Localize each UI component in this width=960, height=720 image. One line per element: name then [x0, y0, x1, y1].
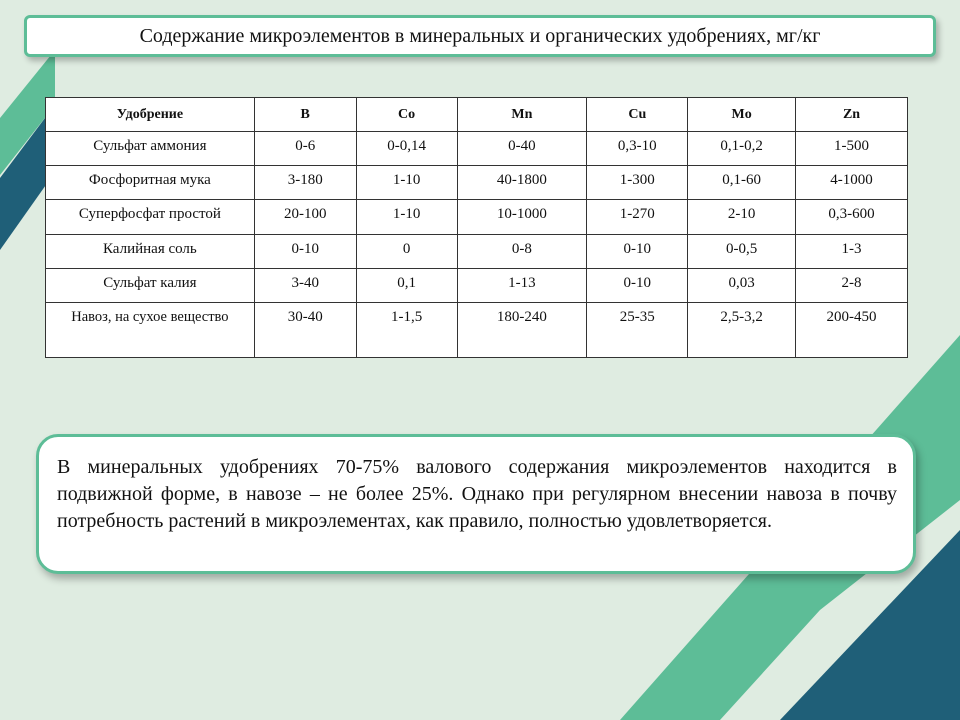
table-cell: 1-13	[457, 268, 587, 302]
table-cell: 0-10	[254, 234, 356, 268]
table-cell: 25-35	[587, 302, 688, 357]
table-cell: 180-240	[457, 302, 587, 357]
table-cell: 0,3-600	[796, 200, 908, 234]
table-cell: 0-6	[254, 132, 356, 166]
table-cell: 0,03	[688, 268, 796, 302]
table-cell: 30-40	[254, 302, 356, 357]
table-cell: 1-270	[587, 200, 688, 234]
table-cell: 2-10	[688, 200, 796, 234]
header-cell: Zn	[796, 98, 908, 132]
header-cell: Mo	[688, 98, 796, 132]
table-cell: 0-40	[457, 132, 587, 166]
table-cell: 2,5-3,2	[688, 302, 796, 357]
table-row	[46, 166, 908, 200]
table-cell: 1-1,5	[356, 302, 457, 357]
table-row	[46, 302, 908, 357]
microelements-table	[45, 97, 908, 358]
fertilizer-name: Сульфат калия	[46, 268, 255, 302]
table-cell: 4-1000	[796, 166, 908, 200]
table-cell: 0,1	[356, 268, 457, 302]
fertilizer-name: Калийная соль	[46, 234, 255, 268]
fertilizer-name: Фосфоритная мука	[46, 166, 255, 200]
table-cell: 40-1800	[457, 166, 587, 200]
table-cell: 0-8	[457, 234, 587, 268]
header-cell: B	[254, 98, 356, 132]
table-cell: 0-10	[587, 234, 688, 268]
table-cell: 1-10	[356, 200, 457, 234]
header-cell: Удобрение	[46, 98, 255, 132]
fertilizer-name: Навоз, на сухое вещество	[46, 302, 255, 357]
table-cell: 0-10	[587, 268, 688, 302]
table-cell: 20-100	[254, 200, 356, 234]
table-cell: 0,1-60	[688, 166, 796, 200]
table-row	[46, 268, 908, 302]
table-cell: 0-0,14	[356, 132, 457, 166]
table-cell: 3-180	[254, 166, 356, 200]
table-cell: 0-0,5	[688, 234, 796, 268]
header-cell: Co	[356, 98, 457, 132]
table-cell: 2-8	[796, 268, 908, 302]
table-cell: 1-10	[356, 166, 457, 200]
table-cell: 0,1-0,2	[688, 132, 796, 166]
table-row	[46, 132, 908, 166]
table-cell: 0,3-10	[587, 132, 688, 166]
table-cell: 10-1000	[457, 200, 587, 234]
table-row	[46, 234, 908, 268]
table-cell: 0	[356, 234, 457, 268]
table-header-row	[46, 98, 908, 132]
table-cell: 1-3	[796, 234, 908, 268]
summary-note: В минеральных удобрениях 70-75% валового содержания микроэлементов находится в подвижной форме, в навозе – не более 25%. Однако при регулярном внесении навоза в почву потребность растений в микроэлементах, как правило, полностью удовлетворяется.	[36, 434, 916, 574]
header-cell: Mn	[457, 98, 587, 132]
table-cell: 1-500	[796, 132, 908, 166]
table-cell: 1-300	[587, 166, 688, 200]
fertilizer-name: Сульфат аммония	[46, 132, 255, 166]
fertilizer-name: Суперфосфат простой	[46, 200, 255, 234]
table-row	[46, 200, 908, 234]
header-cell: Cu	[587, 98, 688, 132]
slide-title: Содержание микроэлементов в минеральных и органических удобрениях, мг/кг	[24, 15, 936, 57]
table-cell: 200-450	[796, 302, 908, 357]
table-cell: 3-40	[254, 268, 356, 302]
